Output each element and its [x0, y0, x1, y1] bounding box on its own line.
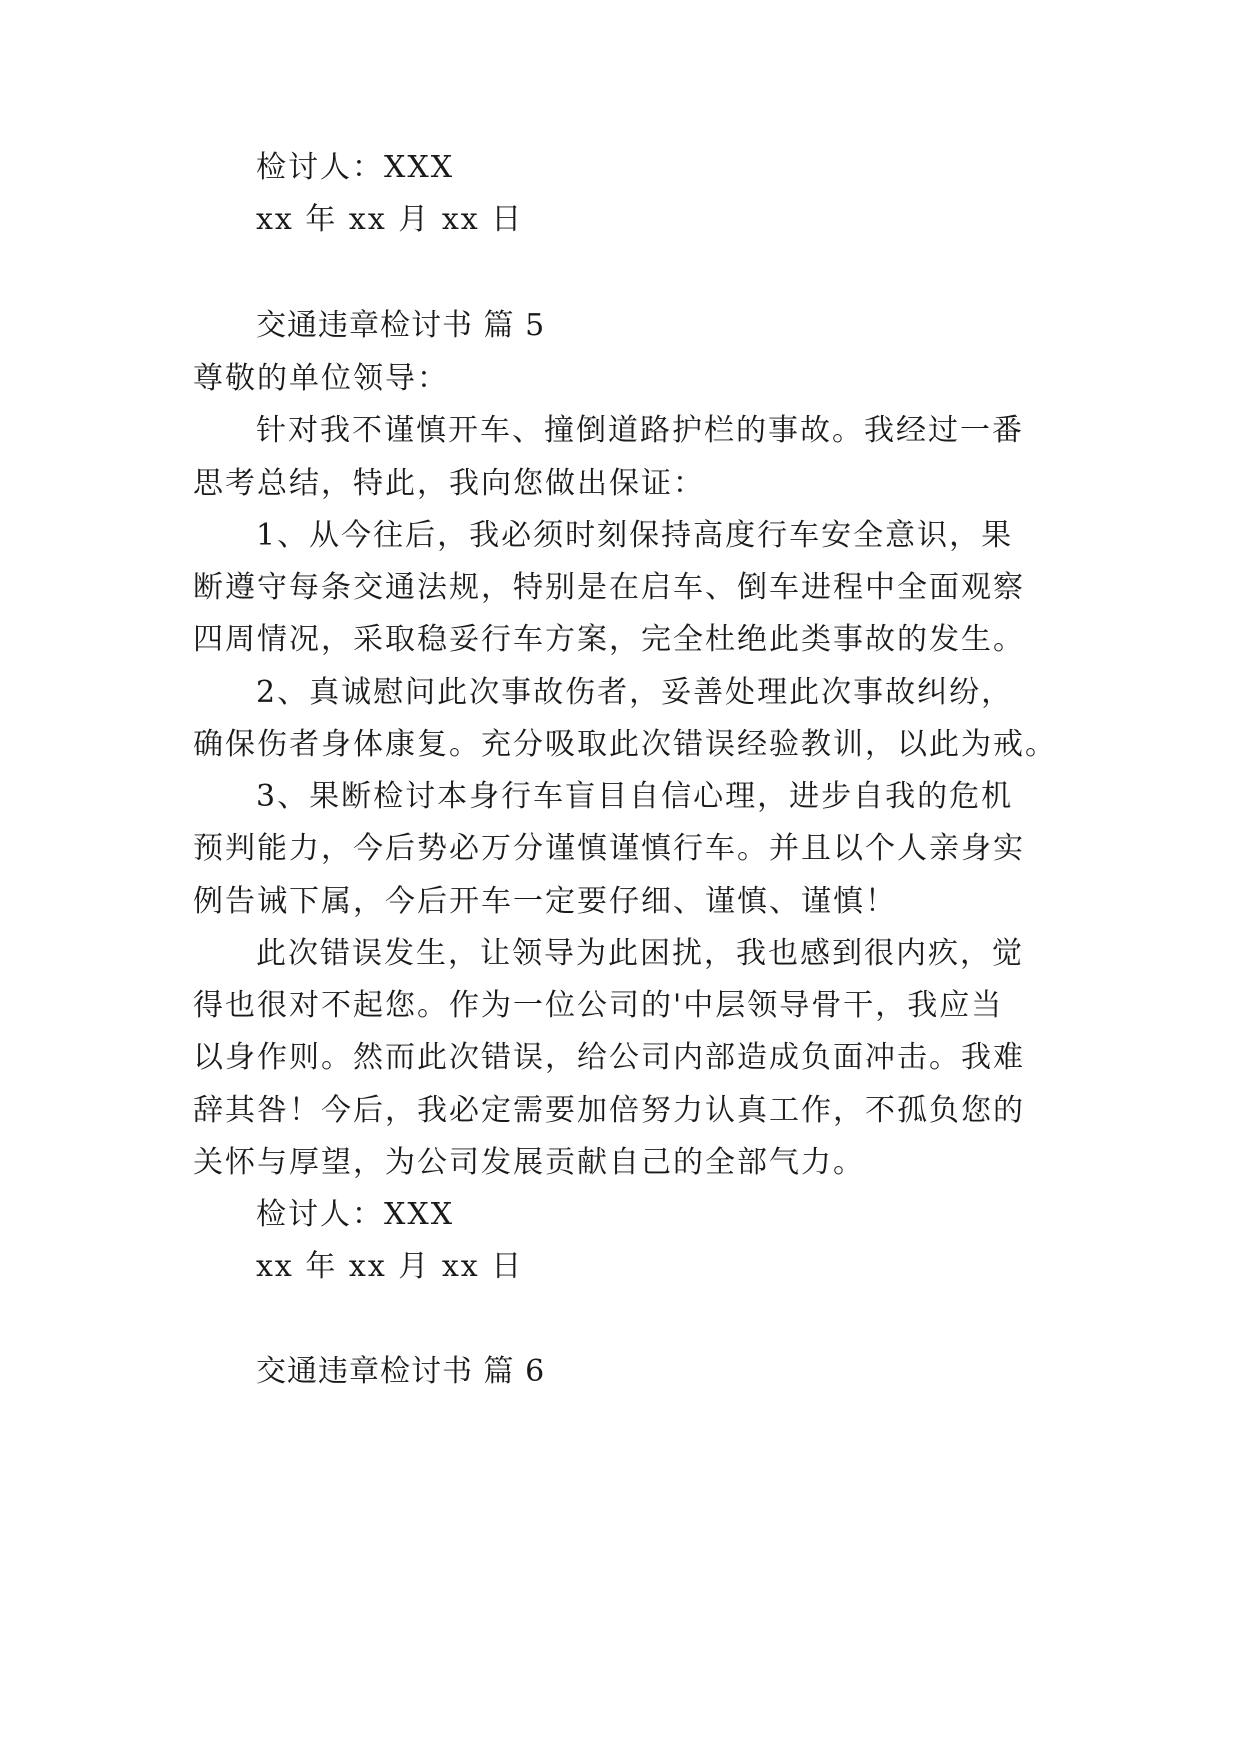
paragraph-line: 关怀与厚望，为公司发展贡献自己的全部气力。 [193, 1145, 865, 1180]
date-line: xx 年 xx 月 xx 日 [256, 202, 524, 237]
paragraph-line: 1、从今往后，我必须时刻保持高度行车安全意识，果 [256, 518, 1014, 553]
paragraph-line: 辞其咎！今后，我必定需要加倍努力认真工作，不孤负您的 [193, 1093, 1025, 1128]
paragraph-line: 2、真诚慰问此次事故伤者，妥善处理此次事故纠纷， [256, 675, 1014, 710]
reviewer-line: 检讨人：XXX [256, 1197, 455, 1232]
paragraph-line: 得也很对不起您。作为一位公司的'中层领导骨干，我应当 [193, 988, 1004, 1023]
reviewer-line: 检讨人：XXX [256, 150, 455, 185]
paragraph-line: 确保伤者身体康复。充分吸取此次错误经验教训，以此为戒。 [193, 727, 1057, 762]
section-heading: 交通违章检讨书 篇 6 [256, 1354, 546, 1389]
paragraph-line: 针对我不谨慎开车、撞倒道路护栏的事故。我经过一番 [256, 413, 1024, 448]
date-line: xx 年 xx 月 xx 日 [256, 1249, 524, 1284]
paragraph-line: 思考总结，特此，我向您做出保证： [193, 466, 705, 501]
paragraph-line: 3、果断检讨本身行车盲目自信心理，进步自我的危机 [256, 779, 1014, 814]
paragraph-line: 预判能力，今后势必万分谨慎谨慎行车。并且以个人亲身实 [193, 831, 1025, 866]
paragraph-line: 断遵守每条交通法规，特别是在启车、倒车进程中全面观察 [193, 570, 1025, 605]
salutation: 尊敬的单位领导： [193, 361, 449, 396]
paragraph-line: 以身作则。然而此次错误，给公司内部造成负面冲击。我难 [193, 1040, 1025, 1075]
paragraph-line: 此次错误发生，让领导为此困扰，我也感到很内疚，觉 [256, 936, 1024, 971]
paragraph-line: 例告诫下属，今后开车一定要仔细、谨慎、谨慎！ [193, 884, 897, 919]
section-heading: 交通违章检讨书 篇 5 [256, 308, 546, 343]
paragraph-line: 四周情况，采取稳妥行车方案，完全杜绝此类事故的发生。 [193, 622, 1025, 657]
